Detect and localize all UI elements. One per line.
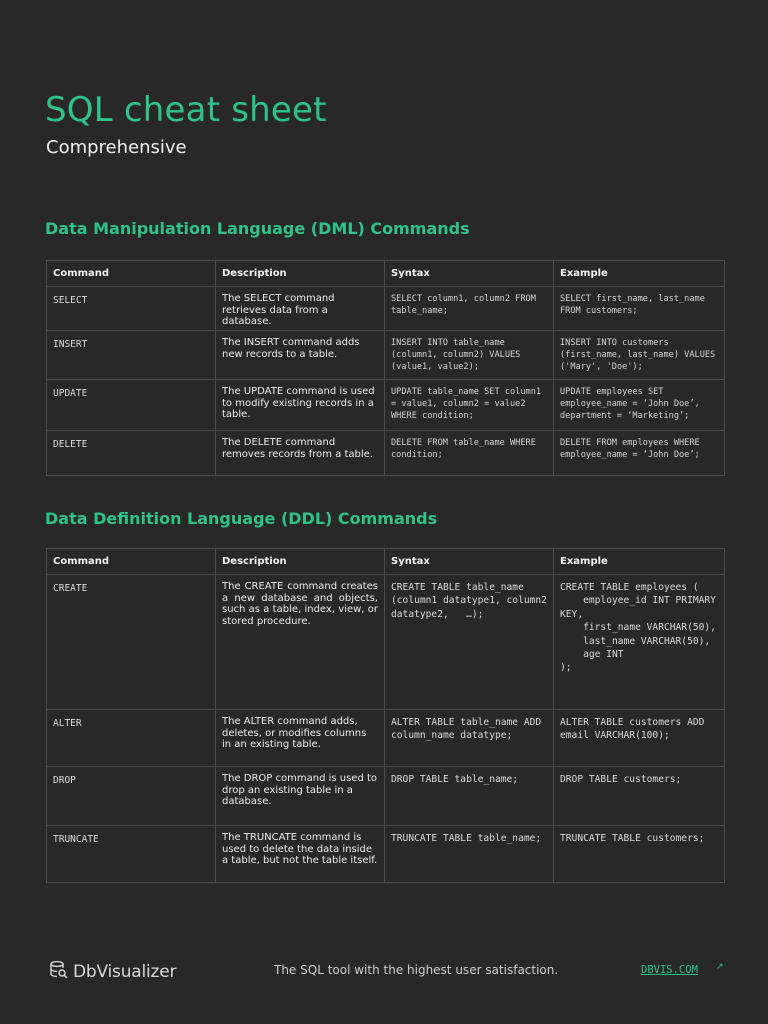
column-header-description: Description bbox=[216, 261, 385, 287]
page-title: SQL cheat sheet bbox=[45, 90, 327, 130]
syntax-cell: DROP TABLE table_name; bbox=[385, 767, 554, 826]
table-header-row bbox=[47, 549, 725, 575]
command-cell: ALTER bbox=[47, 710, 216, 767]
table-row bbox=[47, 767, 725, 826]
command-cell: TRUNCATE bbox=[47, 826, 216, 883]
column-header-command: Command bbox=[47, 549, 216, 575]
command-cell: DROP bbox=[47, 767, 216, 826]
description-cell: The INSERT command adds new records to a table. bbox=[216, 331, 385, 380]
table-row bbox=[47, 331, 725, 380]
command-cell: UPDATE bbox=[47, 380, 216, 431]
example-cell: ALTER TABLE customers ADD email VARCHAR(100); bbox=[554, 710, 725, 767]
dbvisualizer-logo bbox=[50, 960, 176, 984]
website-link[interactable]: DBVIS.COM bbox=[641, 964, 698, 976]
table-row bbox=[47, 287, 725, 331]
syntax-cell: DELETE FROM table_name WHERE condition; bbox=[385, 431, 554, 476]
syntax-cell: UPDATE table_name SET column1 = value1, column2 = value2 WHERE condition; bbox=[385, 380, 554, 431]
syntax-cell: SELECT column1, column2 FROM table_name; bbox=[385, 287, 554, 331]
command-cell: INSERT bbox=[47, 331, 216, 380]
description-cell: The CREATE command creates a new database and objects, such as a table, index, view, or stored procedure. bbox=[216, 575, 385, 710]
table-row bbox=[47, 710, 725, 767]
column-header-description: Description bbox=[216, 549, 385, 575]
example-cell: DROP TABLE customers; bbox=[554, 767, 725, 826]
syntax-cell: CREATE TABLE table_name (column1 datatype1, column2 datatype2, …); bbox=[385, 575, 554, 710]
column-header-syntax: Syntax bbox=[385, 261, 554, 287]
table-row bbox=[47, 380, 725, 431]
database-search-icon bbox=[50, 960, 68, 984]
footer-tagline: The SQL tool with the highest user satisfaction. bbox=[274, 963, 559, 977]
description-cell: The ALTER command adds, deletes, or modifies columns in an existing table. bbox=[216, 710, 385, 767]
table-row bbox=[47, 826, 725, 883]
syntax-cell: TRUNCATE TABLE table_name; bbox=[385, 826, 554, 883]
ddl-table bbox=[46, 548, 725, 883]
syntax-cell: ALTER TABLE table_name ADD column_name datatype; bbox=[385, 710, 554, 767]
description-cell: The DELETE command removes records from a table. bbox=[216, 431, 385, 476]
example-cell: CREATE TABLE employees ( employee_id INT PRIMARY KEY, first_name VARCHAR(50), last_name VARCHAR(50), age INT ); bbox=[554, 575, 725, 710]
column-header-example: Example bbox=[554, 549, 725, 575]
description-cell: The UPDATE command is used to modify existing records in a table. bbox=[216, 380, 385, 431]
table-row bbox=[47, 575, 725, 710]
example-cell: SELECT first_name, last_name FROM customers; bbox=[554, 287, 725, 331]
column-header-syntax: Syntax bbox=[385, 549, 554, 575]
external-arrow-icon[interactable]: ↗ bbox=[716, 962, 724, 972]
dml-section-title: Data Manipulation Language (DML) Commands bbox=[45, 219, 470, 238]
description-cell: The TRUNCATE command is used to delete the data inside a table, but not the table itself. bbox=[216, 826, 385, 883]
page-subtitle: Comprehensive bbox=[46, 137, 187, 158]
command-cell: DELETE bbox=[47, 431, 216, 476]
ddl-section-title: Data Definition Language (DDL) Commands bbox=[45, 509, 438, 528]
column-header-command: Command bbox=[47, 261, 216, 287]
brand-name: DbVisualizer bbox=[73, 962, 177, 982]
example-cell: DELETE FROM employees WHERE employee_name = ‘John Doe’; bbox=[554, 431, 725, 476]
example-cell: UPDATE employees SET employee_name = ‘John Doe’, department = ‘Marketing’; bbox=[554, 380, 725, 431]
command-cell: CREATE bbox=[47, 575, 216, 710]
dml-table bbox=[46, 260, 725, 476]
command-cell: SELECT bbox=[47, 287, 216, 331]
example-cell: INSERT INTO customers (first_name, last_name) VALUES ('Mary', 'Doe'); bbox=[554, 331, 725, 380]
table-row bbox=[47, 431, 725, 476]
example-cell: TRUNCATE TABLE customers; bbox=[554, 826, 725, 883]
syntax-cell: INSERT INTO table_name (column1, column2) VALUES (value1, value2); bbox=[385, 331, 554, 380]
column-header-example: Example bbox=[554, 261, 725, 287]
description-cell: The DROP command is used to drop an existing table in a database. bbox=[216, 767, 385, 826]
description-cell: The SELECT command retrieves data from a database. bbox=[216, 287, 385, 331]
table-header-row bbox=[47, 261, 725, 287]
